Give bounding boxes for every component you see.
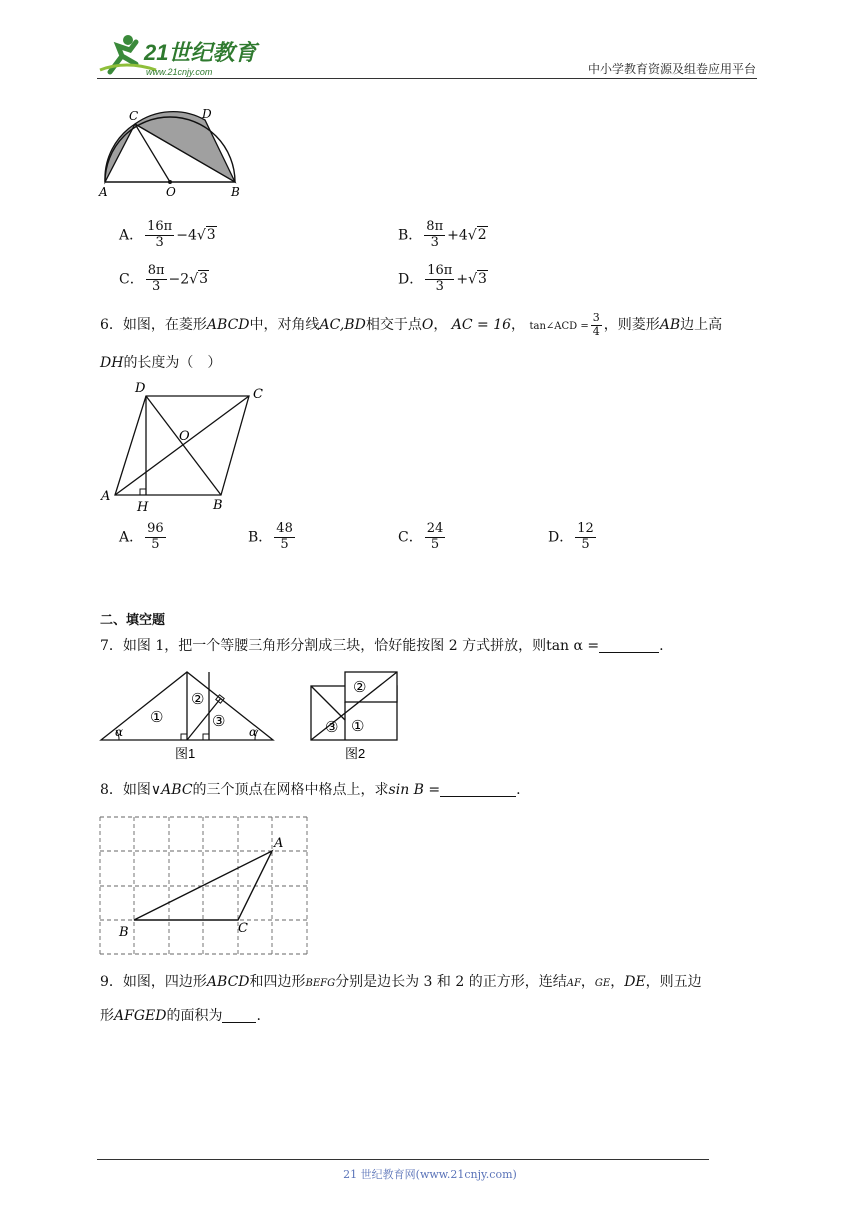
q9-question-line2: 形AFGED的面积为 . (100, 1008, 261, 1024)
q5-label-D: D (202, 107, 212, 121)
q5-option-a[interactable]: A． $\frac{16\pi}{3}$ −4√3 (119, 219, 216, 250)
q7-fig1-caption: 图1 (175, 746, 196, 761)
q5-label-C: C (129, 109, 139, 123)
q5-option-c[interactable]: C． $\frac{8\pi}{3}$ −2√3 (119, 263, 209, 294)
q8-label-B: B (119, 925, 129, 940)
q5-shaded-left (105, 124, 135, 182)
q6-question-line2: DH的长度为（ ） (100, 355, 222, 371)
q8-label-C: C (238, 921, 248, 936)
svg-text:③: ③ (212, 712, 226, 730)
q5-option-b[interactable]: B． $\frac{8\pi}{3}$ +4√2 (398, 219, 487, 250)
q8-question: 8．如图∨ABC的三个顶点在网格中格点上，求sin B = . (100, 782, 521, 798)
q5-label-B: B (231, 185, 240, 199)
svg-text:①: ① (150, 708, 164, 726)
q6-label-O: O (179, 429, 190, 444)
q7-figures (97, 668, 407, 764)
q5-shaded-right (135, 112, 235, 182)
site-logo (96, 30, 266, 80)
svg-text:α: α (249, 725, 258, 739)
q6-label-H: H (137, 500, 149, 514)
q8-grid-figure (97, 814, 311, 958)
q6-label-D: D (135, 381, 146, 396)
q7-figure-2 (311, 672, 397, 761)
q6-rhombus-figure (97, 378, 269, 514)
svg-text:α: α (115, 725, 124, 739)
q5-label-A: A (99, 185, 108, 199)
q6-label-B: B (213, 498, 223, 513)
q5-semicircle-figure (95, 104, 255, 200)
svg-text:②: ② (353, 678, 367, 696)
q6-label-A: A (101, 489, 111, 504)
q6-option-d[interactable]: D． $\frac{12}{5}$ (548, 521, 594, 552)
q7-question: 7．如图 1，把一个等腰三角形分割成三块，恰好能按图 2 方式拼放，则tan α = . (100, 638, 664, 654)
q5-label-O: O (166, 185, 176, 199)
q6-option-c[interactable]: C． $\frac{24}{5}$ (398, 521, 444, 552)
q6-option-b[interactable]: B． $\frac{48}{5}$ (248, 521, 293, 552)
svg-text:②: ② (191, 690, 205, 708)
svg-text:③: ③ (325, 718, 339, 736)
q7-figure-1 (101, 672, 273, 761)
header-platform-text: 中小学教育资源及组卷应用平台 (587, 62, 756, 76)
logo-url: www.21cnjy.com (146, 67, 213, 77)
q8-label-A: A (274, 836, 284, 851)
logo-wordmark: 21世纪教育 (144, 40, 257, 65)
q7-fig2-caption: 图2 (345, 746, 366, 761)
footer-site-link[interactable]: 21 世纪教育网(www.21cnjy.com) (343, 1168, 517, 1181)
q6-label-C: C (253, 387, 263, 402)
q9-question-line1: 9．如图，四边形ABCD和四边形BEFG分别是边长为 3 和 2 的正方形，连结AF，GE，DE，则五边 (100, 974, 702, 990)
q6-question-line1: 6．如图，在菱形ABCD中，对角线AC,BD相交于点O， AC = 16， tan∠ACD = $\frac{3}{4}$ ，则菱形AB边上高 (100, 311, 723, 338)
footer-divider (97, 1159, 709, 1160)
q5-option-d[interactable]: D． $\frac{16\pi}{3}$ +√3 (398, 263, 487, 294)
section-title-fill-in: 二、填空题 (100, 613, 166, 628)
svg-text:①: ① (351, 717, 365, 735)
q6-option-a[interactable]: A． $\frac{96}{5}$ (119, 521, 164, 552)
header-divider (97, 78, 757, 79)
